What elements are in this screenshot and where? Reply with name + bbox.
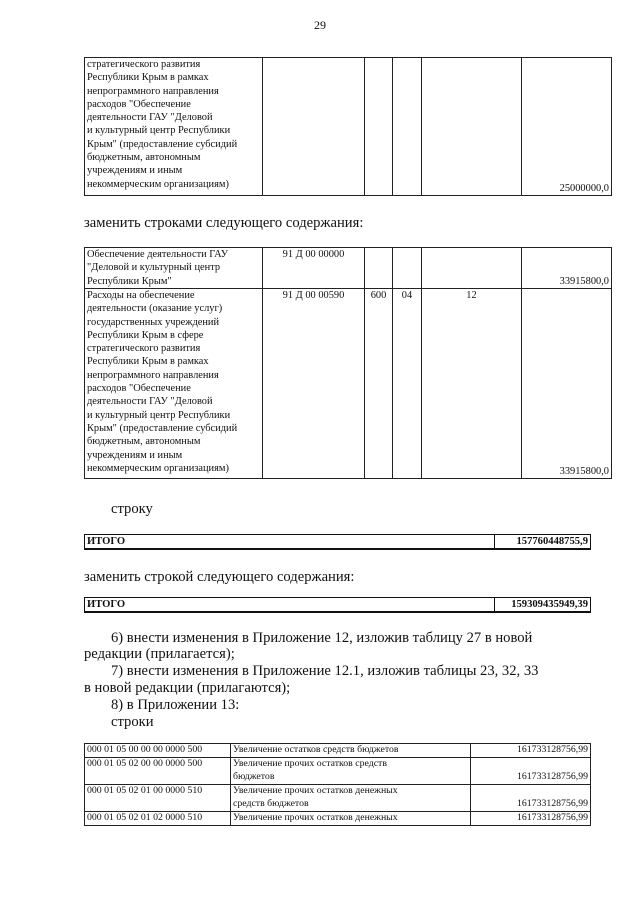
row-amount: 33915800,0 <box>522 289 612 479</box>
table-row <box>85 758 591 785</box>
budget-table-new <box>84 247 612 479</box>
row-target-code: 91 Д 00 00000 <box>263 248 365 289</box>
row-name: Увеличение прочих остатков средств бюджетов <box>231 758 471 785</box>
row-target-code: 91 Д 00 00590 <box>263 289 365 479</box>
row-description: Обеспечение деятельности ГАУ "Деловой и культурный центр Республики Крым" <box>85 248 263 289</box>
total-amount: 157760448755,9 <box>495 535 591 550</box>
table-row <box>85 812 591 826</box>
row-amount: 161733128756,99 <box>471 744 591 758</box>
row-code: 000 01 05 02 01 00 0000 510 <box>85 785 231 812</box>
row-code: 000 01 05 00 00 00 0000 500 <box>85 744 231 758</box>
item-7-line2: в новой редакции (прилагаются); <box>84 680 291 696</box>
paragraph-replace-row: заменить строкой следующего содержания: <box>84 569 355 585</box>
item-8-line1: 8) в Приложении 13: <box>111 697 240 713</box>
item-8-line2: строки <box>111 714 154 730</box>
item-7-line1: 7) внести изменения в Приложение 12.1, изложив таблицы 23, 32, 33 <box>111 663 539 679</box>
row-subsection: 12 <box>422 289 522 479</box>
table-row <box>85 785 591 812</box>
row-target-code <box>263 58 365 196</box>
row-section: 04 <box>393 289 422 479</box>
row-name: Увеличение прочих остатков денежных средств бюджетов <box>231 785 471 812</box>
table-row <box>85 248 612 289</box>
row-code: 000 01 05 02 00 00 0000 500 <box>85 758 231 785</box>
table-row <box>85 58 612 196</box>
budget-table-old <box>84 57 612 196</box>
row-expense-type <box>365 248 393 289</box>
row-section <box>393 248 422 289</box>
row-amount: 161733128756,99 <box>471 812 591 826</box>
row-expense-type: 600 <box>365 289 393 479</box>
page-number: 29 <box>314 18 326 32</box>
row-amount: 33915800,0 <box>522 248 612 289</box>
table-row <box>85 535 591 550</box>
row-section <box>393 58 422 196</box>
row-code: 000 01 05 02 01 02 0000 510 <box>85 812 231 826</box>
table-row <box>85 744 591 758</box>
table-row <box>85 598 591 613</box>
row-subsection <box>422 248 522 289</box>
total-old-table <box>84 534 591 550</box>
row-description: Расходы на обеспечение деятельности (оказание услуг) государственных учреждений Республики Крым в сфере стратегического развития Республики Крым в рамках непрограммного направления расходов "Обеспечение деятельности ГАУ "Деловой и культурный центр Республики Крым" (предоставление субсидий бюджетным, автономным учреждениям и иным некоммерческим организациям) <box>85 289 263 479</box>
row-amount: 25000000,0 <box>522 58 612 196</box>
total-new-table <box>84 597 591 613</box>
item-6-line2: редакции (прилагается); <box>84 646 235 662</box>
sources-table <box>84 743 591 826</box>
item-6-line1: 6) внести изменения в Приложение 12, изложив таблицу 27 в новой <box>111 630 533 646</box>
total-label: ИТОГО <box>85 535 495 550</box>
row-amount: 161733128756,99 <box>471 758 591 785</box>
paragraph-replace-rows: заменить строками следующего содержания: <box>84 215 364 231</box>
paragraph-row: строку <box>111 501 153 517</box>
table-row <box>85 289 612 479</box>
row-expense-type <box>365 58 393 196</box>
row-amount: 161733128756,99 <box>471 785 591 812</box>
row-description: стратегического развития Республики Крым в рамках непрограммного направления расходов "Обеспечение деятельности ГАУ "Деловой и культурный центр Республики Крым" (предоставление субсидий бюджетным, автономным учреждениям и иным некоммерческим организациям) <box>85 58 263 196</box>
row-name: Увеличение прочих остатков денежных <box>231 812 471 826</box>
total-amount: 159309435949,39 <box>495 598 591 613</box>
row-name: Увеличение остатков средств бюджетов <box>231 744 471 758</box>
total-label: ИТОГО <box>85 598 495 613</box>
row-subsection <box>422 58 522 196</box>
